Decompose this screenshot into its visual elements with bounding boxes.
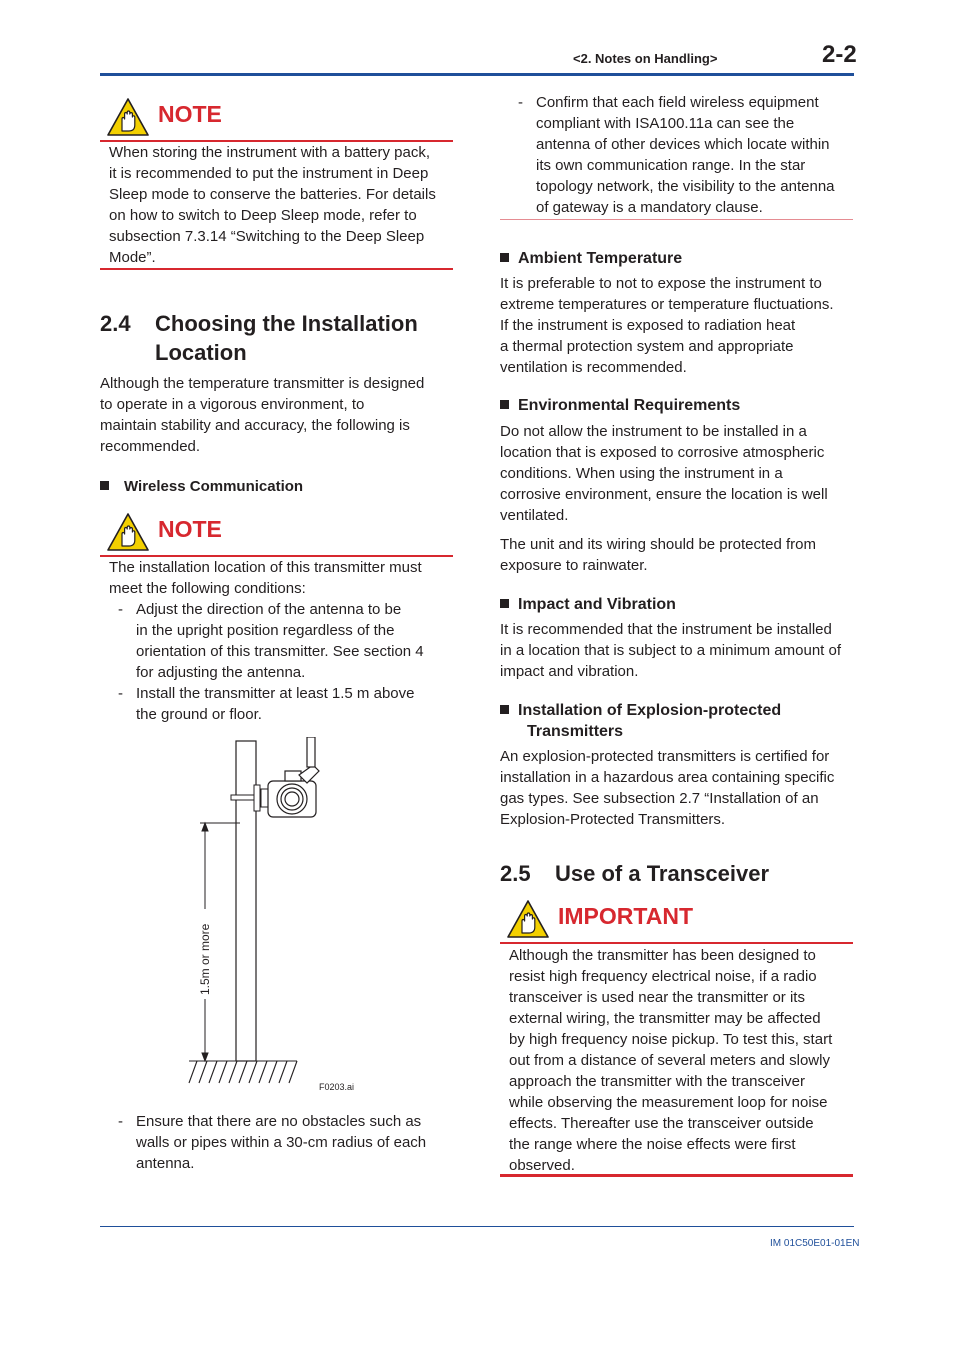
text-line: it is recommended to put the instrument in Deep xyxy=(109,165,429,182)
note-box xyxy=(100,94,453,272)
text-line: It is recommended that the instrument be installed xyxy=(500,621,832,638)
text-line: topology network, the visibility to the antenna xyxy=(536,178,835,195)
text-line: a thermal protection system and appropriate xyxy=(500,338,794,355)
note-header xyxy=(100,94,453,142)
list-item-text xyxy=(136,599,424,683)
warning-hand-icon xyxy=(107,513,149,551)
text-line: walls or pipes within a 30-cm radius of each xyxy=(136,1134,427,1151)
subheading-label: Wireless Communication xyxy=(124,478,304,495)
subheading-label: Installation of Explosion-protected xyxy=(518,702,782,719)
subheading-ambient xyxy=(500,248,682,269)
text-line: Mode”. xyxy=(109,249,156,266)
text-line: effects. Thereafter use the transceiver outside xyxy=(509,1115,814,1132)
pole xyxy=(236,741,256,1061)
footer-rule xyxy=(100,1226,854,1227)
text-line: maintain stability and accuracy, the following is xyxy=(100,417,410,434)
text-line: for adjusting the antenna. xyxy=(136,664,306,681)
text-line: gas types. See subsection 2.7 “Installation of an xyxy=(500,790,819,807)
section-title: Use of a Transceiver xyxy=(555,861,770,886)
section-heading-2-5 xyxy=(500,859,854,889)
subheading-label-line2: Transmitters xyxy=(527,723,624,740)
section-number: 2.4 xyxy=(100,311,131,336)
dimension-label: 1.5m or more xyxy=(198,923,212,995)
text-line: When storing the instrument with a battery pack, xyxy=(109,144,430,161)
important-title: IMPORTANT xyxy=(558,903,694,929)
text-line: observed. xyxy=(509,1157,575,1174)
text-line: orientation of this transmitter. See section 4 xyxy=(136,643,424,660)
important-bottom-rule xyxy=(500,1174,853,1177)
dash-marker: - xyxy=(118,1113,123,1130)
text-line: corrosive environment, ensure the location is well xyxy=(500,486,828,503)
subheading-wireless xyxy=(100,476,303,497)
bullet-square-icon xyxy=(100,481,109,490)
text-line: external wiring, the transmitter may be affected xyxy=(509,1010,821,1027)
text-line: meet the following conditions: xyxy=(109,580,306,597)
paragraph xyxy=(500,273,854,378)
list-item xyxy=(118,1111,448,1174)
list-item-text xyxy=(136,683,414,725)
important-box xyxy=(500,896,853,1178)
note-title: NOTE xyxy=(158,516,222,542)
bullet-square-icon xyxy=(500,705,509,714)
figure-id: F0203.ai xyxy=(319,1082,355,1092)
text-line: conditions. When using the instrument in a xyxy=(500,465,783,482)
warning-hand-icon xyxy=(507,900,549,938)
subheading-label: Environmental Requirements xyxy=(518,397,741,414)
list-item-text xyxy=(136,1111,426,1174)
section-title-line1: Choosing the Installation xyxy=(155,311,418,336)
note-box xyxy=(100,509,453,1179)
text-line: compliant with ISA100.11a can see the xyxy=(536,115,795,132)
note-bottom-rule xyxy=(100,268,453,270)
list-item xyxy=(118,683,448,725)
note-body xyxy=(109,557,449,599)
list-item xyxy=(118,599,448,683)
text-line: resist high frequency electrical noise, if a radio xyxy=(509,968,817,985)
text-line: Do not allow the instrument to be installed in a xyxy=(500,423,807,440)
paragraph xyxy=(500,534,854,576)
subheading-explosion xyxy=(500,700,854,742)
text-line: extreme temperatures or temperature fluctuations. xyxy=(500,296,834,313)
text-line: by high frequency noise pickup. To test this, start xyxy=(509,1031,833,1048)
text-line: recommended. xyxy=(100,438,201,455)
text-line: If the instrument is exposed to radiation heat xyxy=(500,317,796,334)
note-title: NOTE xyxy=(158,101,222,127)
dash-marker: - xyxy=(118,685,123,702)
text-line: Although the temperature transmitter is designed xyxy=(100,375,425,392)
document-code: IM 01C50E01-01EN xyxy=(770,1238,860,1249)
text-line: ventilated. xyxy=(500,507,569,524)
text-line: its own communication range. In the star xyxy=(536,157,806,174)
text-line: antenna of other devices which locate within xyxy=(536,136,830,153)
antenna xyxy=(299,737,319,783)
text-line: Explosion-Protected Transmitters. xyxy=(500,811,726,828)
text-line: the range where the noise effects were first xyxy=(509,1136,796,1153)
list-item-continued xyxy=(518,92,854,218)
bullet-square-icon xyxy=(500,400,509,409)
dash-marker: - xyxy=(118,601,123,618)
text-line: transceiver is used near the transmitter or its xyxy=(509,989,805,1006)
bullet-square-icon xyxy=(500,253,509,262)
note-body xyxy=(109,142,449,268)
important-body xyxy=(509,945,849,1176)
text-line: while observing the measurement loop for noise xyxy=(509,1094,828,1111)
paragraph xyxy=(500,421,854,526)
warning-hand-icon xyxy=(107,98,149,136)
dash-marker: - xyxy=(518,94,523,111)
text-line: Install the transmitter at least 1.5 m above xyxy=(136,685,415,702)
text-line: approach the transmitter with the transceiver xyxy=(509,1073,805,1090)
header-rule xyxy=(100,73,854,76)
bullet-square-icon xyxy=(500,599,509,608)
text-line: impact and vibration. xyxy=(500,663,639,680)
text-line: out from a distance of several meters and slowly xyxy=(509,1052,830,1069)
text-line: Ensure that there are no obstacles such as xyxy=(136,1113,422,1130)
installation-figure xyxy=(185,737,385,1097)
ground-hatch xyxy=(189,1061,297,1083)
text-line: It is preferable to not to expose the instrument to xyxy=(500,275,822,292)
running-header: <2. Notes on Handling> xyxy=(573,51,718,66)
text-line: antenna. xyxy=(136,1155,195,1172)
paragraph xyxy=(500,619,854,682)
text-line: Although the transmitter has been designed to xyxy=(509,947,816,964)
text-line: ventilation is recommended. xyxy=(500,359,687,376)
text-line: location that is exposed to corrosive atmospheric xyxy=(500,444,825,461)
subheading-label: Ambient Temperature xyxy=(518,250,683,267)
note-bottom-rule xyxy=(500,219,853,220)
subheading-environmental xyxy=(500,395,740,416)
list-item-text xyxy=(536,92,835,218)
text-line: to operate in a vigorous environment, to xyxy=(100,396,365,413)
text-line: in a location that is subject to a minimum amount of xyxy=(500,642,842,659)
important-header xyxy=(500,896,853,944)
text-line: The unit and its wiring should be protected from xyxy=(500,536,817,553)
subheading-label: Impact and Vibration xyxy=(518,596,676,613)
text-line: Confirm that each field wireless equipment xyxy=(536,94,819,111)
text-line: Adjust the direction of the antenna to be xyxy=(136,601,402,618)
text-line: subsection 7.3.14 “Switching to the Deep Sleep xyxy=(109,228,425,245)
text-line: An explosion-protected transmitters is certified for xyxy=(500,748,830,765)
paragraph xyxy=(500,746,854,830)
note-header xyxy=(100,509,453,557)
section-heading-2-4 xyxy=(100,309,460,369)
text-line: installation in a hazardous area containing specific xyxy=(500,769,835,786)
section-title-line2: Location xyxy=(155,340,247,365)
page-number: 2-2 xyxy=(822,41,857,68)
section-number: 2.5 xyxy=(500,861,531,886)
text-line: the ground or floor. xyxy=(136,706,262,723)
text-line: The installation location of this transmitter must xyxy=(109,559,422,576)
text-line: exposure to rainwater. xyxy=(500,557,648,574)
text-line: in the upright position regardless of the xyxy=(136,622,395,639)
text-line: of gateway is a mandatory clause. xyxy=(536,199,763,216)
subheading-impact xyxy=(500,594,676,615)
section-intro xyxy=(100,373,450,457)
text-line: Sleep mode to conserve the batteries. For details xyxy=(109,186,436,203)
text-line: on how to switch to Deep Sleep mode, refer to xyxy=(109,207,417,224)
